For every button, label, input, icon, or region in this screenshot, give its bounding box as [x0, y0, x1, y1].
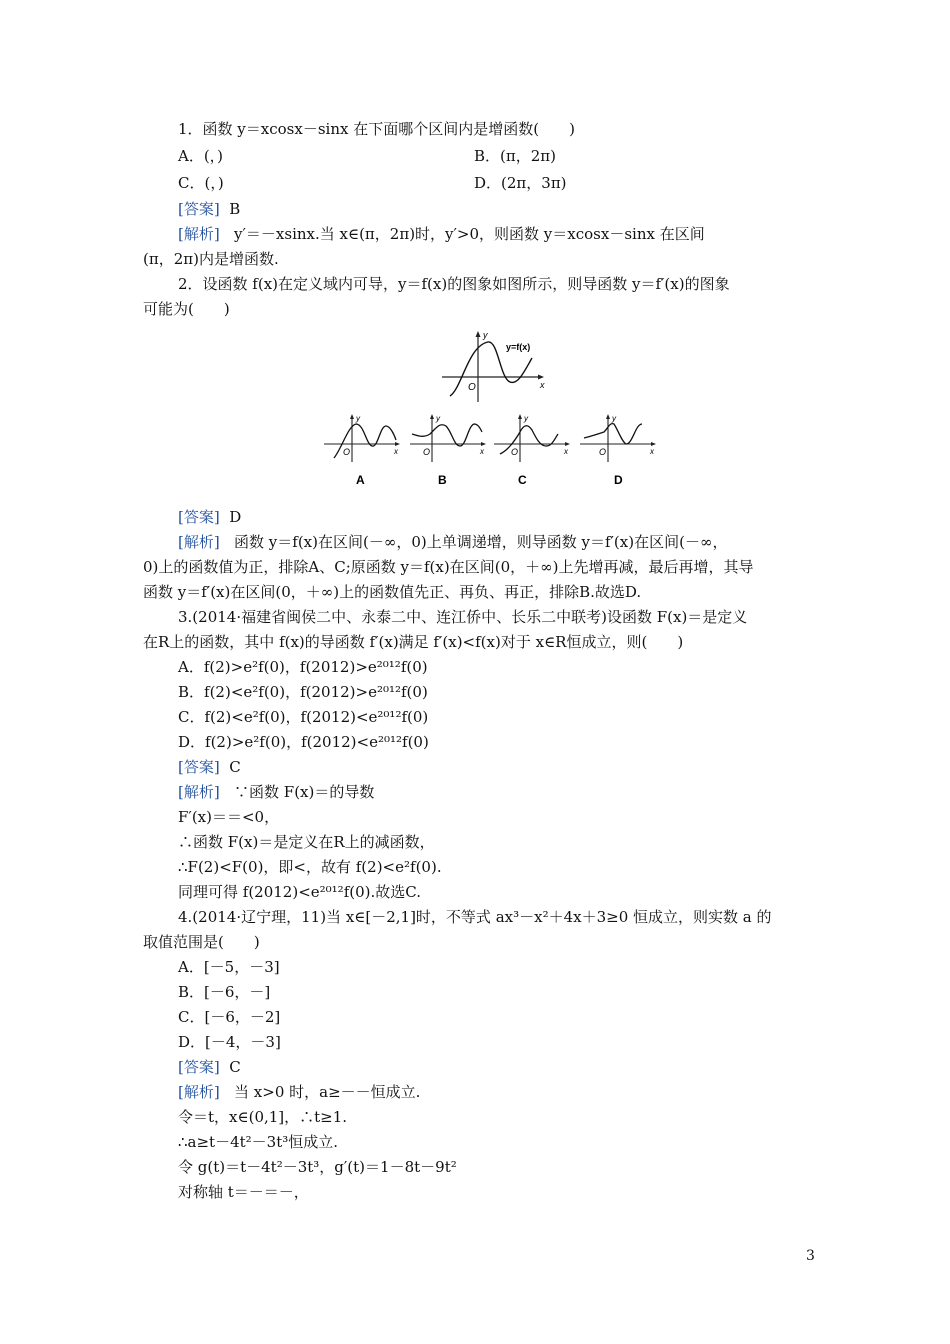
- q4-analysis-line-5: 对称轴 t＝－＝－，: [178, 1183, 309, 1201]
- main-origin-label: O: [468, 382, 476, 393]
- choice-b-axis-x: x: [480, 447, 484, 456]
- q3-option-a: A．f(2)>e²f(0)，f(2012)>e²⁰¹²f(0): [178, 658, 428, 676]
- answer-value: D: [229, 508, 242, 526]
- choice-label-d: D: [614, 473, 623, 487]
- q2-analysis-line-2: 0)上的函数值为正，排除A、C;原函数 y＝f(x)在区间(0，＋∞)上先增再减，最后再增，其导: [143, 558, 754, 576]
- choice-a-origin: O: [343, 447, 351, 457]
- main-axis-x-label: x: [540, 380, 545, 390]
- q3-stem-line-2: 在R上的函数，其中 f(x)的导函数 f′(x)满足 f′(x)<f(x)对于 x∈R恒成立，则( ): [143, 633, 684, 651]
- q4-analysis-line-4: 令 g(t)＝t－4t²－3t³，g′(t)＝1－8t－9t²: [178, 1158, 457, 1176]
- choice-d-axis-x: x: [650, 447, 654, 456]
- choice-graph-a: [324, 414, 400, 487]
- choice-b-origin: O: [423, 447, 431, 457]
- q3-answer: [178, 756, 241, 778]
- q4-option-c: C．[－6，－2]: [178, 1008, 281, 1026]
- q1-option-b: B．(π，2π): [474, 147, 556, 165]
- page-number: 3: [806, 1248, 815, 1264]
- q3-analysis-line-2: F′(x)＝＝<0，: [178, 808, 280, 826]
- q2-answer: [178, 506, 241, 528]
- q4-stem-line-2: 取值范围是( ): [143, 933, 260, 951]
- analysis-text: ∵函数 F(x)＝的导数: [234, 783, 375, 801]
- q4-analysis-line-3: ∴a≥t－4t²－3t³恒成立.: [178, 1133, 339, 1151]
- choice-d-axis-y: y: [612, 414, 616, 423]
- choice-c-axis-x: x: [564, 447, 568, 456]
- q4-option-a: A．[－5，－3]: [178, 958, 280, 976]
- q1-answer: [178, 198, 240, 220]
- choice-graph-d: [580, 414, 656, 487]
- q3-option-c: C．f(2)<e²f(0)，f(2012)<e²⁰¹²f(0): [178, 708, 429, 726]
- q3-analysis-line-5: 同理可得 f(2012)<e²⁰¹²f(0).故选C.: [178, 883, 421, 901]
- analysis-tag: [解析]: [178, 783, 220, 801]
- analysis-text: 函数 y＝f(x)在区间(－∞，0)上单调递增，则导函数 y＝f′(x)在区间(－∞，: [234, 533, 728, 551]
- q4-stem-line-1: 4.(2014·辽宁理，11)当 x∈[－2,1]时，不等式 ax³－x²＋4x＋3≥0 恒成立，则实数 a 的: [178, 908, 772, 926]
- analysis-text: 当 x>0 时，a≥－－恒成立.: [234, 1083, 421, 1101]
- q3-option-b: B．f(2)<e²f(0)，f(2012)>e²⁰¹²f(0): [178, 683, 428, 701]
- q1-stem: 1．函数 y＝xcosx－sinx 在下面哪个区间内是增函数( ): [178, 120, 575, 138]
- analysis-tag: [解析]: [178, 1083, 220, 1101]
- answer-value: B: [229, 200, 241, 218]
- choice-a-axis-x: x: [394, 447, 398, 456]
- choice-c-origin: O: [511, 447, 519, 457]
- q3-analysis-line-3: ∴函数 F(x)＝是定义在R上的减函数，: [178, 833, 435, 851]
- q3-option-d: D．f(2)>e²f(0)，f(2012)<e²⁰¹²f(0): [178, 733, 429, 751]
- choice-b-axis-y: y: [436, 414, 440, 423]
- choice-label-c: C: [518, 473, 527, 487]
- q2-main-graph: [440, 328, 550, 406]
- q3-stem-line-1: 3.(2014·福建省闽侯二中、永泰二中、连江侨中、长乐二中联考)设函数 F(x)＝是定义: [178, 608, 748, 626]
- answer-value: C: [229, 1058, 241, 1076]
- q3-analysis-line-4: ∴F(2)<F(0)，即<，故有 f(2)<e²f(0).: [178, 858, 442, 876]
- choice-label-a: A: [356, 473, 365, 487]
- q1-analysis-line-1: [178, 223, 705, 245]
- choice-c-axis-y: y: [524, 414, 528, 423]
- choice-a-axis-y: y: [356, 414, 360, 423]
- q1-option-d: D．(2π，3π): [474, 174, 567, 192]
- q1-analysis-line-2: (π，2π)内是增函数.: [143, 250, 279, 268]
- q2-analysis-line-1: [178, 531, 727, 553]
- q2-choice-graphs: [320, 412, 665, 492]
- choice-d-origin: O: [599, 447, 607, 457]
- q2-stem-line-1: 2．设函数 f(x)在定义域内可导，y＝f(x)的图象如图所示，则导函数 y＝f′(x)的图象: [178, 275, 730, 293]
- q2-stem-line-2: 可能为( ): [143, 300, 230, 318]
- main-curve-label: y=f(x): [506, 342, 531, 352]
- q4-answer: [178, 1056, 241, 1078]
- choice-graph-c: [494, 414, 570, 487]
- choice-label-b: B: [438, 473, 447, 487]
- analysis-tag: [解析]: [178, 225, 220, 243]
- main-axis-y-label: y: [483, 330, 488, 340]
- analysis-text: y′＝－xsinx.当 x∈(π，2π)时，y′>0，则函数 y＝xcosx－sinx 在区间: [234, 225, 705, 243]
- q4-option-d: D．[－4，－3]: [178, 1033, 281, 1051]
- answer-tag: [答案]: [178, 508, 220, 526]
- q2-analysis-line-3: 函数 y＝f′(x)在区间(0，＋∞)上的函数值先正、再负、再正，排除B.故选D.: [143, 583, 642, 601]
- answer-tag: [答案]: [178, 758, 220, 776]
- q4-option-b: B．[－6，－]: [178, 983, 271, 1001]
- q1-option-a: A．(，): [178, 147, 224, 165]
- answer-tag: [答案]: [178, 200, 220, 218]
- q3-analysis-line-1: [178, 781, 374, 803]
- q4-analysis-line-2: 令＝t，x∈(0,1]，∴t≥1.: [178, 1108, 348, 1126]
- q4-analysis-line-1: [178, 1081, 420, 1103]
- answer-value: C: [229, 758, 241, 776]
- q1-option-c: C．(，): [178, 174, 224, 192]
- choice-graph-b: [410, 414, 486, 487]
- analysis-tag: [解析]: [178, 533, 220, 551]
- answer-tag: [答案]: [178, 1058, 220, 1076]
